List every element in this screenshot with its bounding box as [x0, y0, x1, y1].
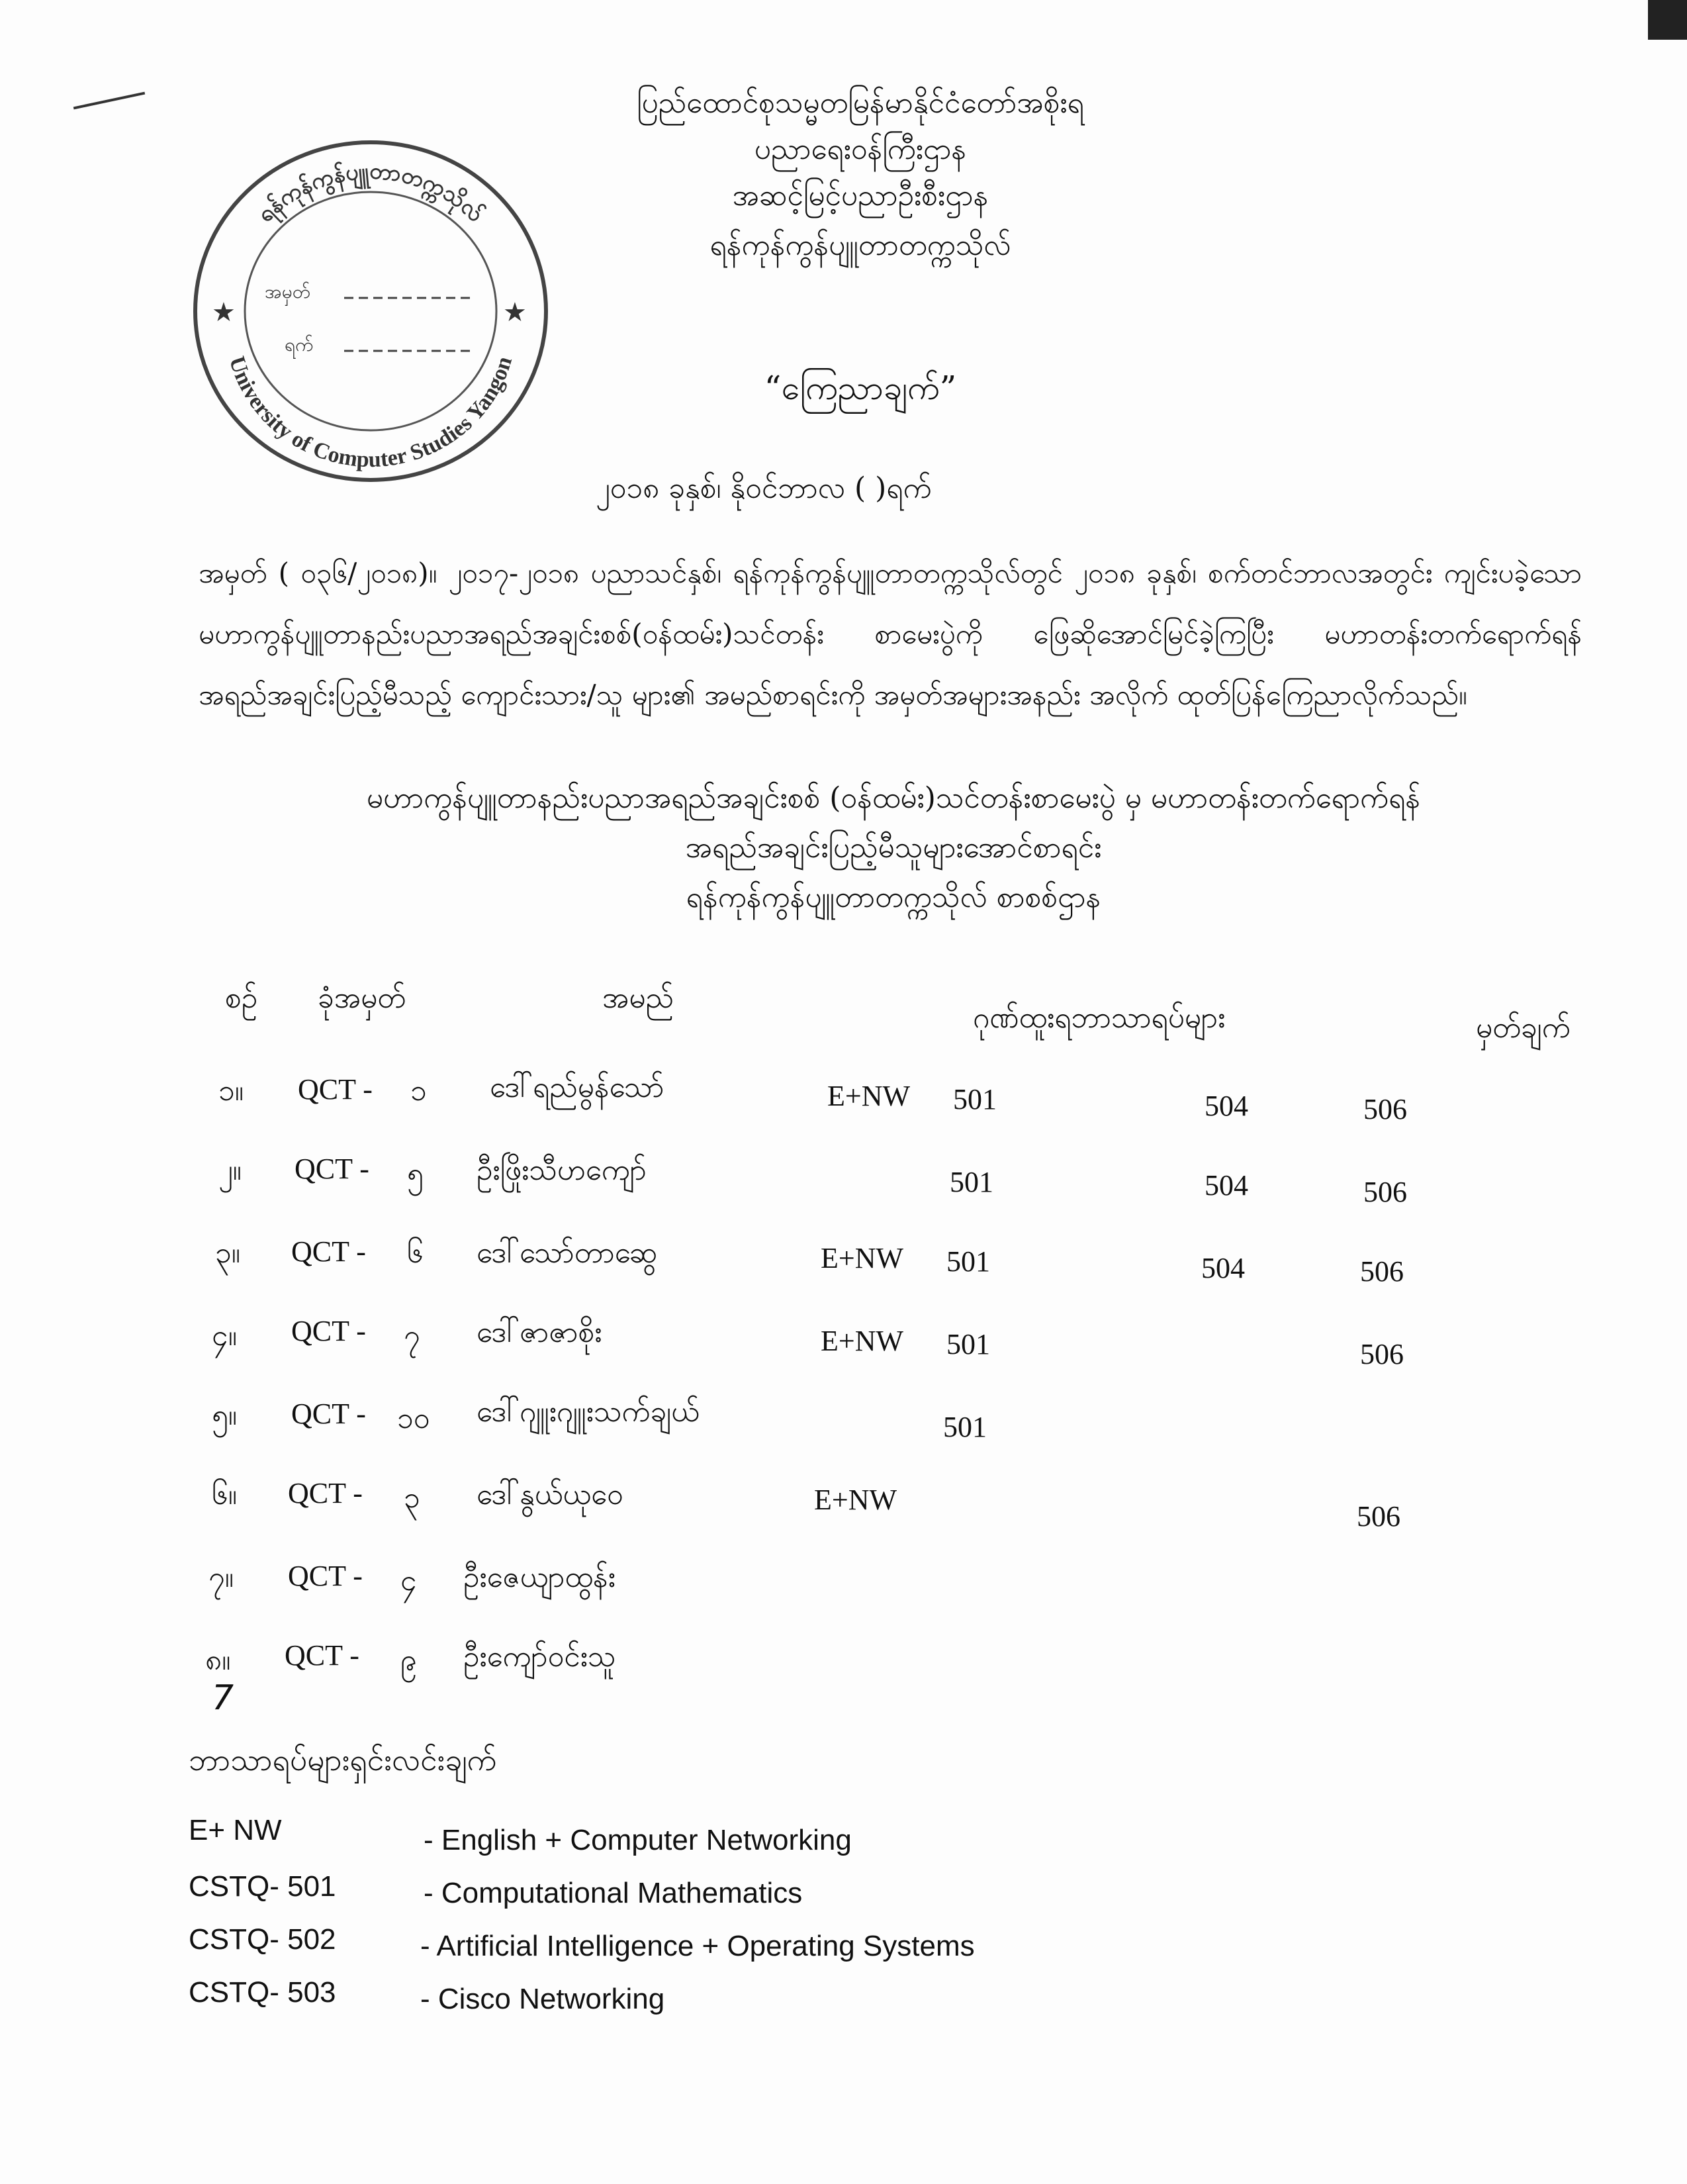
subject-506: 506 — [1360, 1255, 1404, 1288]
list-heading-1: မဟာကွန်ပျူတာနည်းပညာအရည်အချင်းစစ် (ဝန်ထမ်း)သင်တန်းစာမေးပွဲ မှ မဟာတန်းတက်ရောက်ရန် — [366, 781, 1421, 815]
roll-prefix: QCT - — [291, 1235, 366, 1268]
header-government: ပြည်ထောင်စုသမ္မတမြန်မာနိုင်ငံတော်အစိုးရ — [637, 86, 1084, 120]
subject-504: 504 — [1205, 1090, 1248, 1122]
legend-code: CSTQ- 502 — [189, 1923, 336, 1956]
star-icon: ★ — [503, 297, 527, 328]
subject-501: 501 — [946, 1328, 990, 1360]
legend-code: CSTQ- 503 — [189, 1976, 336, 2009]
header-ministry: ပညာရေးဝန်ကြီးဌာန — [754, 132, 967, 166]
legend-desc: - English + Computer Networking — [424, 1824, 852, 1856]
row-no: ၅။ — [212, 1398, 238, 1432]
header-university: ရန်ကုန်ကွန်ပျူတာတက္ကသိုလ် — [709, 228, 1011, 262]
announcement-date: ၂၀၁၈ ခုနှစ်၊ နိုဝင်ဘာလ ( )ရက် — [596, 471, 932, 505]
scan-mark — [73, 92, 145, 110]
legend-desc: - Computational Mathematics — [424, 1877, 803, 1909]
roll-prefix: QCT - — [291, 1398, 366, 1430]
row-no: ၄။ — [212, 1319, 238, 1353]
header-department: အဆင့်မြင့်ပညာဦးစီးဌာန — [732, 179, 989, 213]
student-name: ဒေါ်ရည်မွန်သော် — [490, 1070, 664, 1104]
roll-number: ၄ — [400, 1564, 417, 1597]
roll-number: ၇ — [404, 1319, 420, 1353]
announcement-body: အမှတ် ( ၀၃၆/၂၀၁၈)။ ၂၀၁၇-၂၀၁၈ ပညာသင်နှစ်၊ ရန်ကုန်ကွန်ပျူတာတက္ကသိုလ်တွင် ၂၀၁၈ ခုနှစ်၊ စက်တင်ဘာလအတွင်း ကျင်းပခဲ့သော မဟာကွန်ပျူတာနည်းပညာအရည်အချင်းစစ်(ဝန်ထမ်း)သင်တန်း စာမေးပွဲကို ဖြေဆိုအောင်မြင်ခဲ့ကြပြီး မဟာတန်းတက်ရောက်ရန် အရည်အချင်းပြည့်မီသည့် ကျောင်းသား/သူ များ၏ အမည်စာရင်းကို အမှတ်အများအနည်း အလိုက် ထုတ်ပြန်ကြေညာလိုက်သည်။ — [199, 557, 1582, 711]
legend-desc: - Artificial Intelligence + Operating Systems — [420, 1930, 975, 1962]
student-name: ဒေါ်ဂျူးဂျူးသက်ချယ် — [477, 1395, 700, 1429]
student-name: ဒေါ်နွယ်ယုဝေ — [477, 1478, 623, 1511]
roll-number: ၆ — [407, 1236, 424, 1270]
col-header-roll: ခုံအမှတ် — [318, 981, 406, 1015]
col-header-subjects: ဂုဏ်ထူးရဘာသာရပ်များ — [973, 1001, 1226, 1035]
subject-501: 501 — [953, 1083, 997, 1116]
stamp-field-date: ရက် — [285, 334, 314, 356]
row-no: ၈။ — [205, 1643, 231, 1677]
legend-title: ဘာသာရပ်များရှင်းလင်းချက် — [189, 1742, 497, 1778]
svg-text:University of Computer Studies — [224, 354, 517, 472]
roll-number: ၅ — [407, 1157, 424, 1190]
subject-501: 501 — [943, 1411, 987, 1443]
subject-506: 506 — [1357, 1500, 1400, 1533]
roll-number: ၉ — [400, 1643, 417, 1677]
subject-504: 504 — [1205, 1169, 1248, 1202]
row-no: ၁။ — [218, 1074, 244, 1108]
list-heading-3: ရန်ကုန်ကွန်ပျူတာတက္ကသိုလ် စာစစ်ဌာန — [686, 880, 1101, 914]
roll-prefix: QCT - — [288, 1560, 363, 1592]
student-name: ဦးကျော်ဝင်းသူ — [463, 1640, 616, 1674]
legend-code: E+ NW — [189, 1814, 282, 1846]
star-icon: ★ — [212, 297, 236, 328]
subject-504: 504 — [1201, 1252, 1245, 1284]
student-name: ဒေါ်ဇာဇာစိုး — [477, 1315, 602, 1349]
roll-number: ၃ — [404, 1481, 420, 1515]
row-no: ၂။ — [218, 1153, 242, 1187]
row-no: ၃။ — [215, 1236, 241, 1270]
roll-prefix: QCT - — [285, 1639, 359, 1672]
subject-enw: E+NW — [821, 1242, 903, 1274]
row-no: ၆။ — [212, 1478, 238, 1511]
stamp-top-text: ရန်ကုန်ကွန်ပျူတာတက္ကသိုလ် — [251, 157, 489, 228]
handwritten-mark: 7 — [212, 1678, 234, 1718]
roll-prefix: QCT - — [288, 1477, 363, 1509]
subject-enw: E+NW — [827, 1080, 910, 1112]
row-no: ၇။ — [208, 1560, 234, 1594]
student-name: ဦးဖြိုးသီဟကျော် — [477, 1153, 647, 1187]
roll-prefix: QCT - — [295, 1153, 369, 1185]
subject-506: 506 — [1363, 1176, 1407, 1208]
roll-prefix: QCT - — [291, 1315, 366, 1347]
roll-prefix: QCT - — [298, 1073, 373, 1106]
stamp-field-number: အမှတ် — [265, 281, 310, 303]
student-name: ဦးဇေယျာထွန်း — [463, 1560, 616, 1594]
subject-506: 506 — [1360, 1338, 1404, 1370]
list-heading-2: အရည်အချင်းပြည့်မီသူများအောင်စာရင်း — [685, 831, 1102, 865]
roll-number: ၁ — [410, 1074, 427, 1108]
col-header-name: အမည် — [602, 981, 674, 1015]
subject-enw: E+NW — [821, 1325, 903, 1357]
subject-506: 506 — [1363, 1093, 1407, 1125]
subject-enw: E+NW — [814, 1484, 897, 1516]
student-name: ဒေါ်သော်တာဆွေ — [477, 1236, 658, 1270]
subject-501: 501 — [946, 1245, 990, 1278]
col-header-remark: မှတ်ချက် — [1476, 1011, 1571, 1045]
subject-501: 501 — [950, 1166, 993, 1198]
roll-number: ၁၀ — [397, 1401, 430, 1435]
legend-desc: - Cisco Networking — [420, 1983, 665, 2015]
col-header-no: စဉ် — [225, 981, 258, 1015]
page-title: “ကြေညာချက်” — [764, 369, 957, 407]
stamp-bottom-text: University of Computer Studies Yangon — [224, 353, 518, 473]
scan-edge — [1648, 0, 1687, 40]
legend-code: CSTQ- 501 — [189, 1870, 336, 1903]
